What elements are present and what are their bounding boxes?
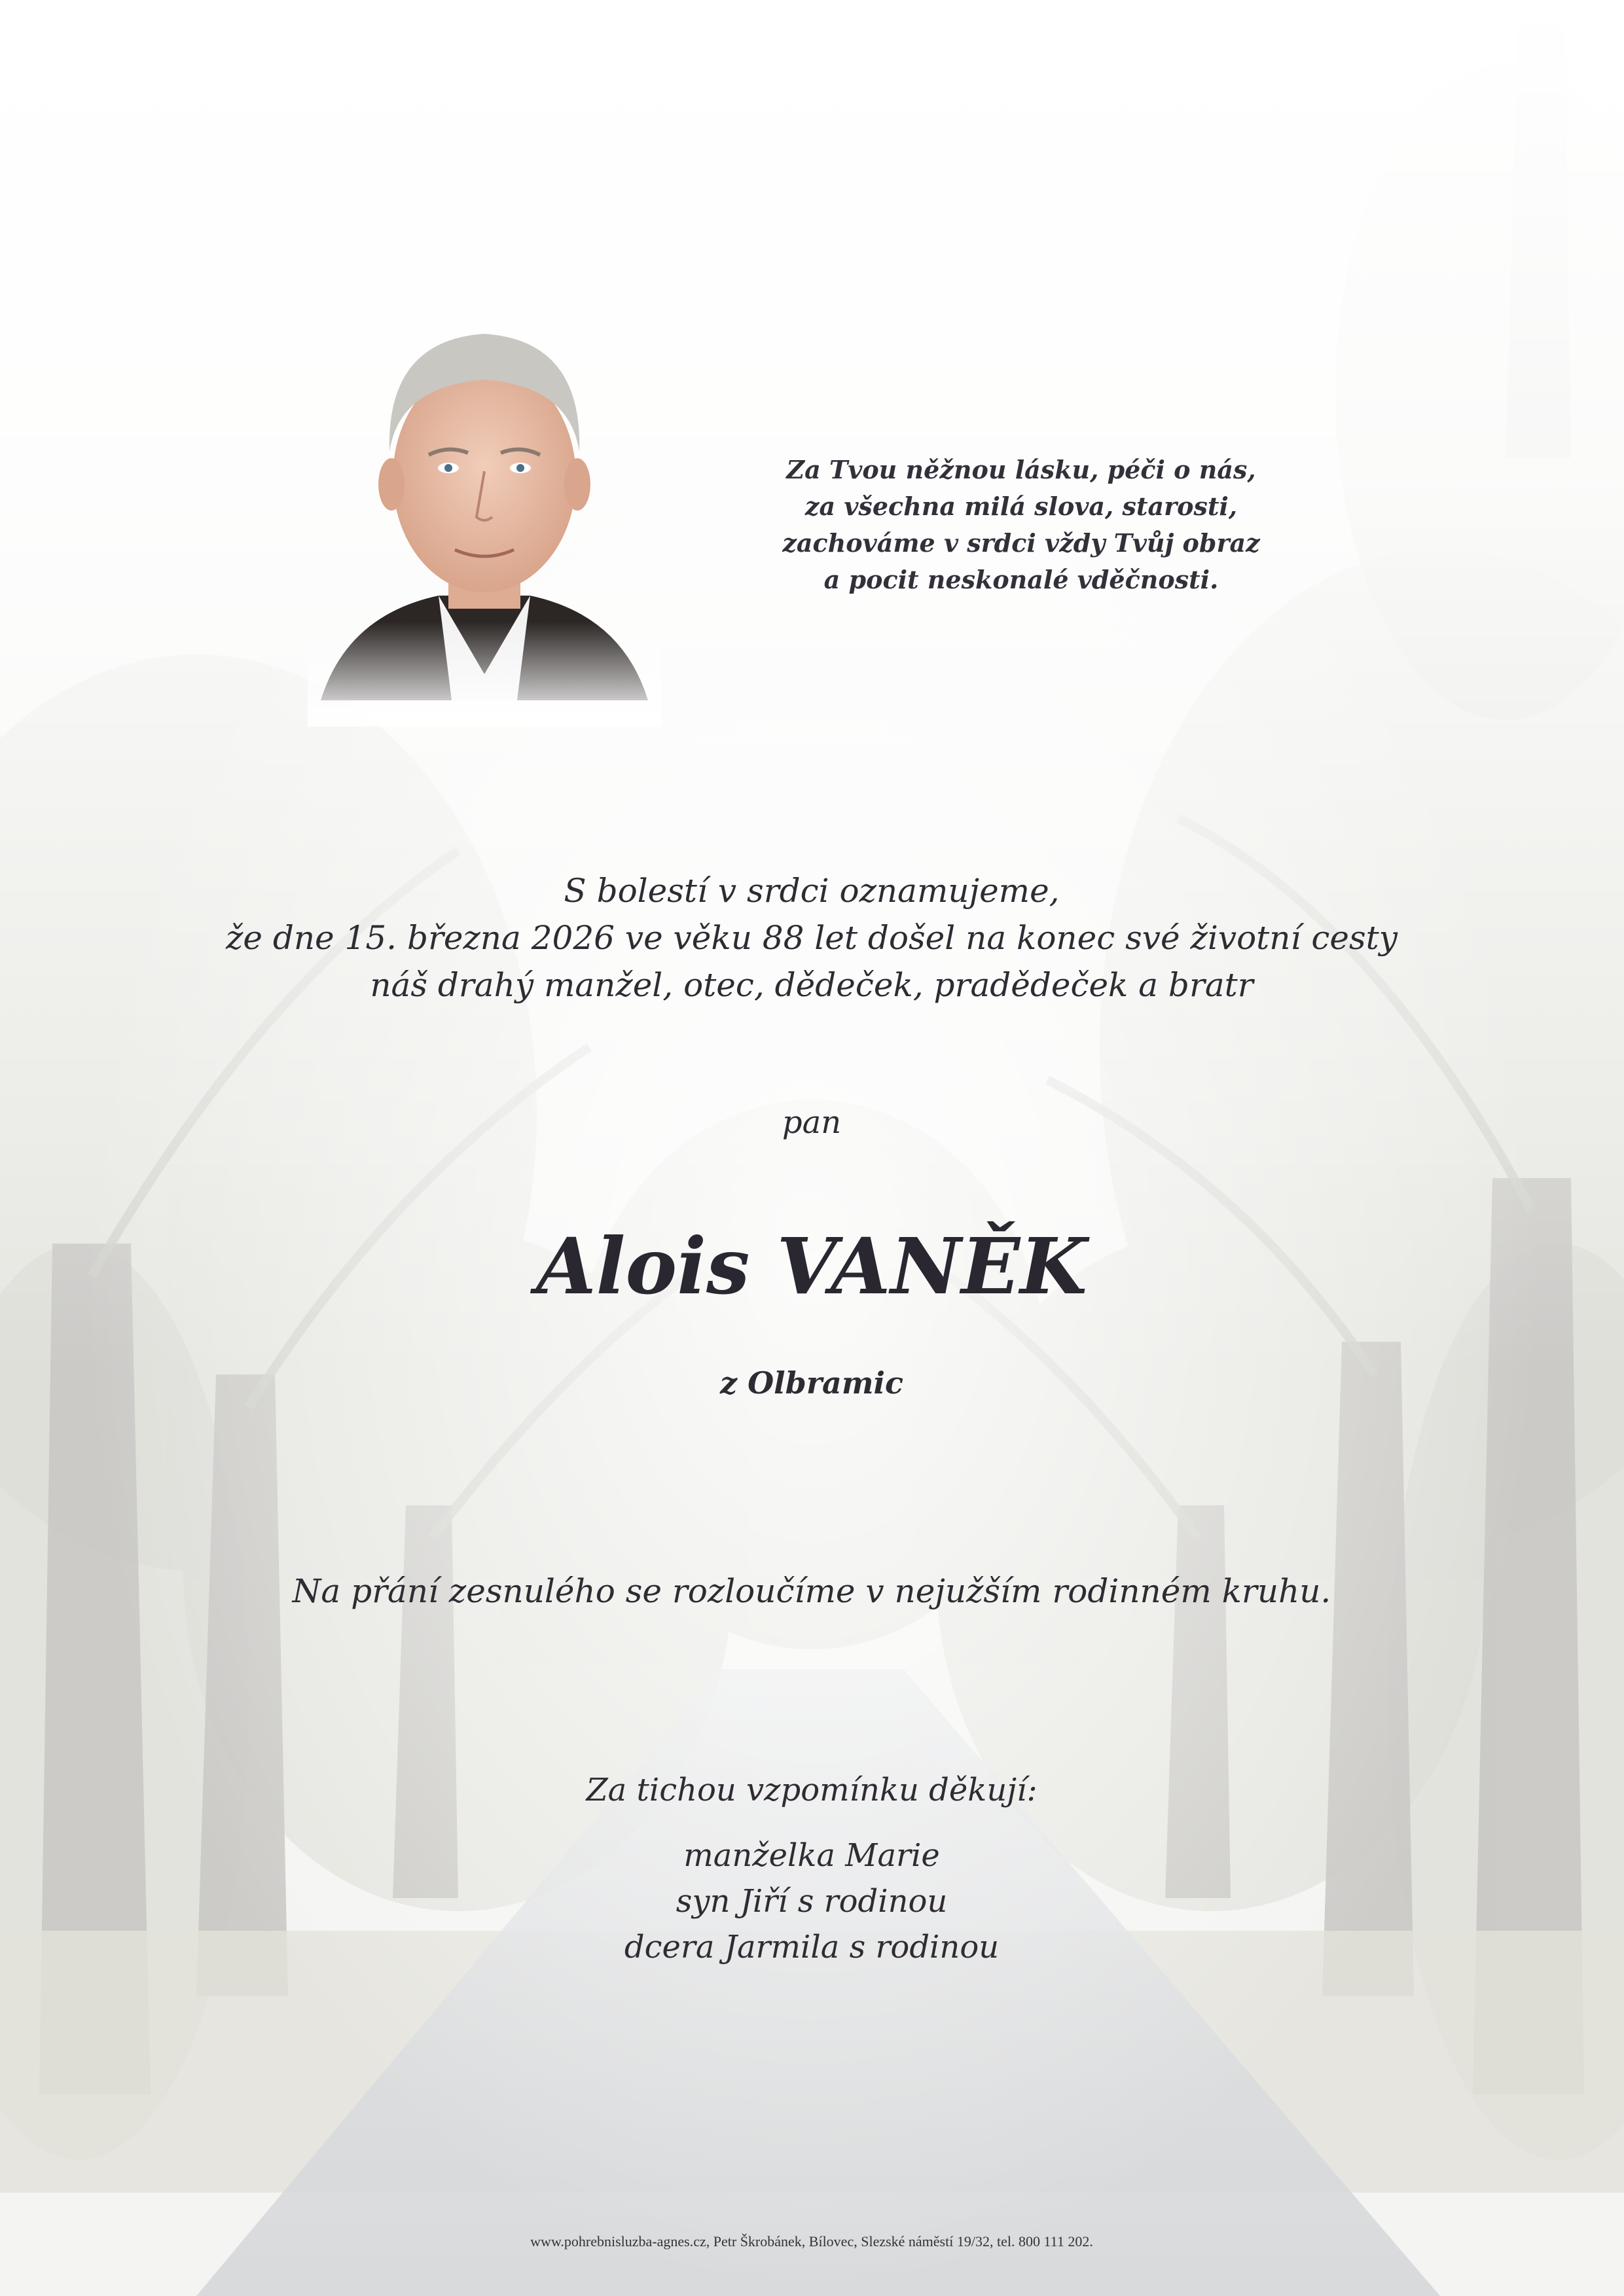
deceased-name: Alois VANĚK [536, 1221, 1087, 1312]
portrait-photo-icon [308, 308, 661, 726]
poem-line: za všechna milá slova, starosti, [804, 492, 1238, 521]
mourner-item: dcera Jarmila s rodinou [624, 1929, 1000, 1965]
farewell-note: Na přání zesnulého se rozloučíme v nejužším rodinném kruhu. [292, 1572, 1331, 1610]
poem-line: zachováme v srdci vždy Tvůj obraz [782, 528, 1260, 558]
announcement-text [157, 867, 1466, 1009]
mourners-list [157, 1833, 1466, 1970]
announcement-line: náš drahý manžel, otec, dědeček, pradědeček a bratr [370, 966, 1254, 1004]
funeral-service-footer: www.pohrebnisluzba-agnes.cz, Petr Škrobánek, Bílovec, Slezské náměstí 19/32, tel. 800 111 202. [530, 2233, 1093, 2250]
announcement-line: S bolestí v srdci oznamujeme, [564, 872, 1060, 910]
memorial-poem [772, 452, 1270, 598]
poem-line: a pocit neskonalé vděčnosti. [823, 565, 1219, 594]
poem-line: Za Tvou něžnou lásku, péči o nás, [786, 455, 1256, 484]
mourner-item: syn Jiří s rodinou [676, 1883, 948, 1920]
honorific-title: pan [782, 1104, 842, 1141]
announcement-line: že dne 15. března 2026 ve věku 88 let došel na konec své životní cesty [226, 919, 1398, 957]
thanks-heading: Za tichou vzpomínku děkují: [586, 1772, 1038, 1808]
deceased-origin: z Olbramic [719, 1365, 904, 1401]
mourner-item: manželka Marie [683, 1837, 940, 1874]
